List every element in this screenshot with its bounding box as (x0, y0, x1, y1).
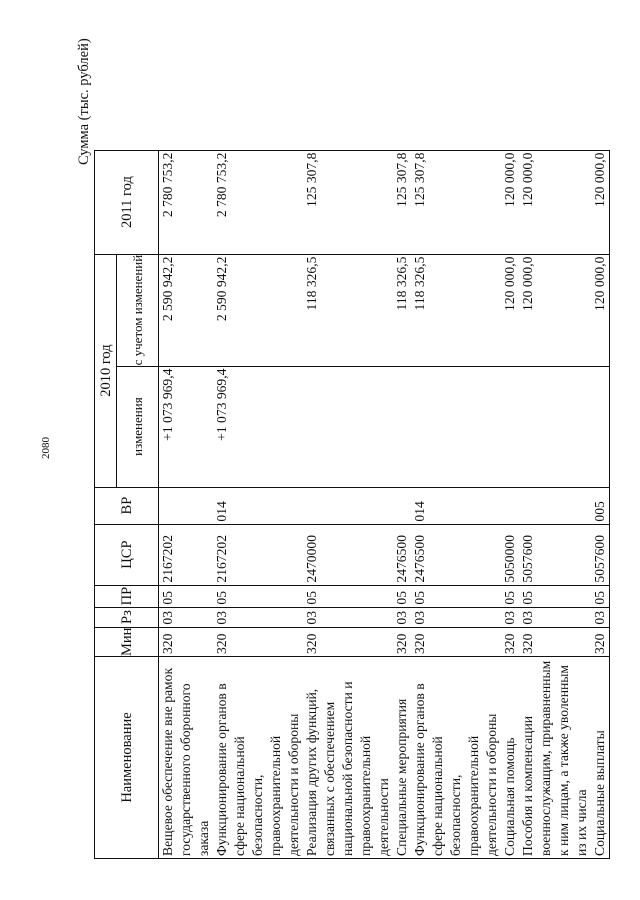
table-row (411, 150, 501, 858)
row-min: 320 (159, 627, 214, 656)
row-2011: 125 307,8 (303, 150, 393, 254)
row-2011: 120 000,0 (519, 150, 591, 254)
table-header (95, 150, 159, 858)
row-name: Социальные выплаты (591, 657, 610, 859)
row-pr: 05 (393, 585, 411, 607)
row-pr: 05 (159, 585, 214, 607)
header-vr: ВР (95, 487, 159, 524)
header-min: Мин (95, 627, 159, 656)
row-vr (519, 487, 591, 524)
row-csr: 2167202 (159, 524, 214, 585)
row-2011: 125 307,8 (411, 150, 501, 254)
row-pr: 05 (411, 585, 501, 607)
row-with-changes: 118 326,5 (393, 254, 411, 366)
row-csr: 2167202 (213, 524, 303, 585)
row-rz: 03 (393, 607, 411, 627)
page-number: 2080 (40, 437, 52, 459)
row-with-changes: 118 326,5 (411, 254, 501, 366)
row-rz: 03 (213, 607, 303, 627)
budget-table (94, 150, 610, 859)
header-name: Наименование (95, 657, 159, 859)
row-changes (519, 366, 591, 487)
row-2011: 120 000,0 (591, 150, 610, 254)
row-csr: 2470000 (303, 524, 393, 585)
table-row (501, 150, 519, 858)
row-2011: 120 000,0 (501, 150, 519, 254)
row-vr: 014 (213, 487, 303, 524)
row-2011: 125 307,8 (393, 150, 411, 254)
row-changes (393, 366, 411, 487)
row-csr: 5050000 (501, 524, 519, 585)
units-caption: Сумма (тыс. рублей) (76, 38, 92, 165)
row-name: Функционирование органов в сфере национальной безопасности, правоохранительной деятельности и обороны (213, 657, 303, 859)
row-with-changes: 2 590 942,2 (159, 254, 214, 366)
row-csr: 2476500 (411, 524, 501, 585)
table-row (159, 150, 214, 858)
row-rz: 03 (159, 607, 214, 627)
row-min: 320 (591, 627, 610, 656)
row-min: 320 (519, 627, 591, 656)
row-changes: +1 073 969,4 (159, 366, 214, 487)
row-vr (501, 487, 519, 524)
row-vr: 005 (591, 487, 610, 524)
row-pr: 05 (519, 585, 591, 607)
row-rz: 03 (501, 607, 519, 627)
row-2011: 2 780 753,2 (159, 150, 214, 254)
row-vr (393, 487, 411, 524)
header-year-2010: 2010 год (95, 254, 117, 487)
table-row (393, 150, 411, 858)
row-changes: +1 073 969,4 (213, 366, 303, 487)
row-pr: 05 (213, 585, 303, 607)
row-changes (411, 366, 501, 487)
table-row (591, 150, 610, 858)
header-csr: ЦСР (95, 524, 159, 585)
row-name: Специальные мероприятия (393, 657, 411, 859)
header-rz: Рз (95, 607, 159, 627)
row-min: 320 (501, 627, 519, 656)
row-csr: 5057600 (519, 524, 591, 585)
row-with-changes: 118 326,5 (303, 254, 393, 366)
row-vr (303, 487, 393, 524)
row-pr: 05 (303, 585, 393, 607)
row-with-changes: 120 000,0 (501, 254, 519, 366)
row-name: Вещевое обеспечение вне рамок государственного оборонного заказа (159, 657, 214, 859)
row-rz: 03 (591, 607, 610, 627)
row-changes (303, 366, 393, 487)
row-rz: 03 (411, 607, 501, 627)
row-min: 320 (393, 627, 411, 656)
row-with-changes: 120 000,0 (591, 254, 610, 366)
row-min: 320 (213, 627, 303, 656)
row-pr: 05 (591, 585, 610, 607)
row-with-changes: 120 000,0 (519, 254, 591, 366)
header-with-changes: с учетом изменений (117, 254, 159, 366)
row-csr: 2476500 (393, 524, 411, 585)
row-pr: 05 (501, 585, 519, 607)
row-name: Пособия и компенсации военнослужащим, приравненным к ним лицам, а также уволенным из их числа (519, 657, 591, 859)
row-rz: 03 (303, 607, 393, 627)
header-changes: изменения (117, 366, 159, 487)
row-2011: 2 780 753,2 (213, 150, 303, 254)
row-min: 320 (303, 627, 393, 656)
row-name: Реализация других функций, связанных с обеспечением национальной безопасности и правоохранительной деятельности (303, 657, 393, 859)
header-pr: ПР (95, 585, 159, 607)
row-name: Социальная помощь (501, 657, 519, 859)
table-row (213, 150, 303, 858)
row-name: Функционирование органов в сфере национальной безопасности, правоохранительной деятельности и обороны (411, 657, 501, 859)
table-row (303, 150, 393, 858)
row-vr: 014 (411, 487, 501, 524)
row-csr: 5057600 (591, 524, 610, 585)
row-vr (159, 487, 214, 524)
header-year-2011: 2011 год (95, 150, 159, 254)
row-changes (591, 366, 610, 487)
table-row (519, 150, 591, 858)
row-min: 320 (411, 627, 501, 656)
row-with-changes: 2 590 942,2 (213, 254, 303, 366)
row-changes (501, 366, 519, 487)
row-rz: 03 (519, 607, 591, 627)
